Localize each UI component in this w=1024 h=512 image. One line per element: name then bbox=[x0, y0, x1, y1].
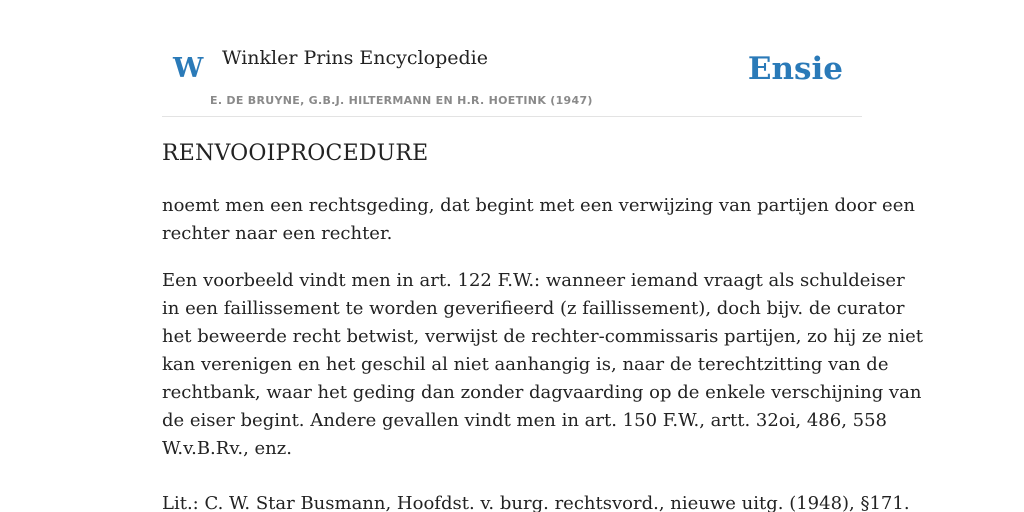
text-line: in een faillissement te worden geverifieerd (z faillissement), doch bijv. de curator bbox=[162, 298, 905, 319]
article-paragraph-2 bbox=[162, 267, 923, 463]
text-line: W.v.B.Rv., enz. bbox=[162, 438, 292, 459]
article bbox=[162, 138, 923, 512]
winkler-prins-logo[interactable]: W bbox=[173, 53, 204, 84]
article-literature bbox=[162, 490, 910, 512]
text-line: Lit.: C. W. Star Busmann, Hoofdst. v. burg. rechtsvord., nieuwe uitg. (1948), §171. bbox=[162, 493, 910, 512]
article-title: RENVOOIPROCEDURE bbox=[162, 141, 429, 166]
site-header bbox=[162, 30, 862, 117]
text-line: rechter naar een rechter. bbox=[162, 223, 393, 244]
text-line: rechtbank, waar het geding dan zonder dagvaarding op de enkele verschijning van bbox=[162, 382, 922, 403]
article-paragraph-1 bbox=[162, 192, 915, 248]
text-line: het beweerde recht betwist, verwijst de rechter-commissaris partijen, zo hij ze niet bbox=[162, 326, 923, 347]
text-line: noemt men een rechtsgeding, dat begint met een verwijzing van partijen door een bbox=[162, 195, 915, 216]
site-title[interactable]: Winkler Prins Encyclopedie bbox=[222, 47, 488, 69]
text-line: kan verenigen en het geschil al niet aanhangig is, naar de terechtzitting van de bbox=[162, 354, 889, 375]
encyclopedia-authors: E. DE BRUYNE, G.B.J. HILTERMANN EN H.R. HOETINK (1947) bbox=[210, 94, 593, 107]
ensie-brand-link[interactable]: Ensie bbox=[747, 51, 843, 87]
text-line: de eiser begint. Andere gevallen vindt men in art. 150 F.W., artt. 32oi, 486, 558 bbox=[162, 410, 888, 431]
text-line: Een voorbeeld vindt men in art. 122 F.W.: wanneer iemand vraagt als schuldeiser bbox=[162, 270, 905, 291]
